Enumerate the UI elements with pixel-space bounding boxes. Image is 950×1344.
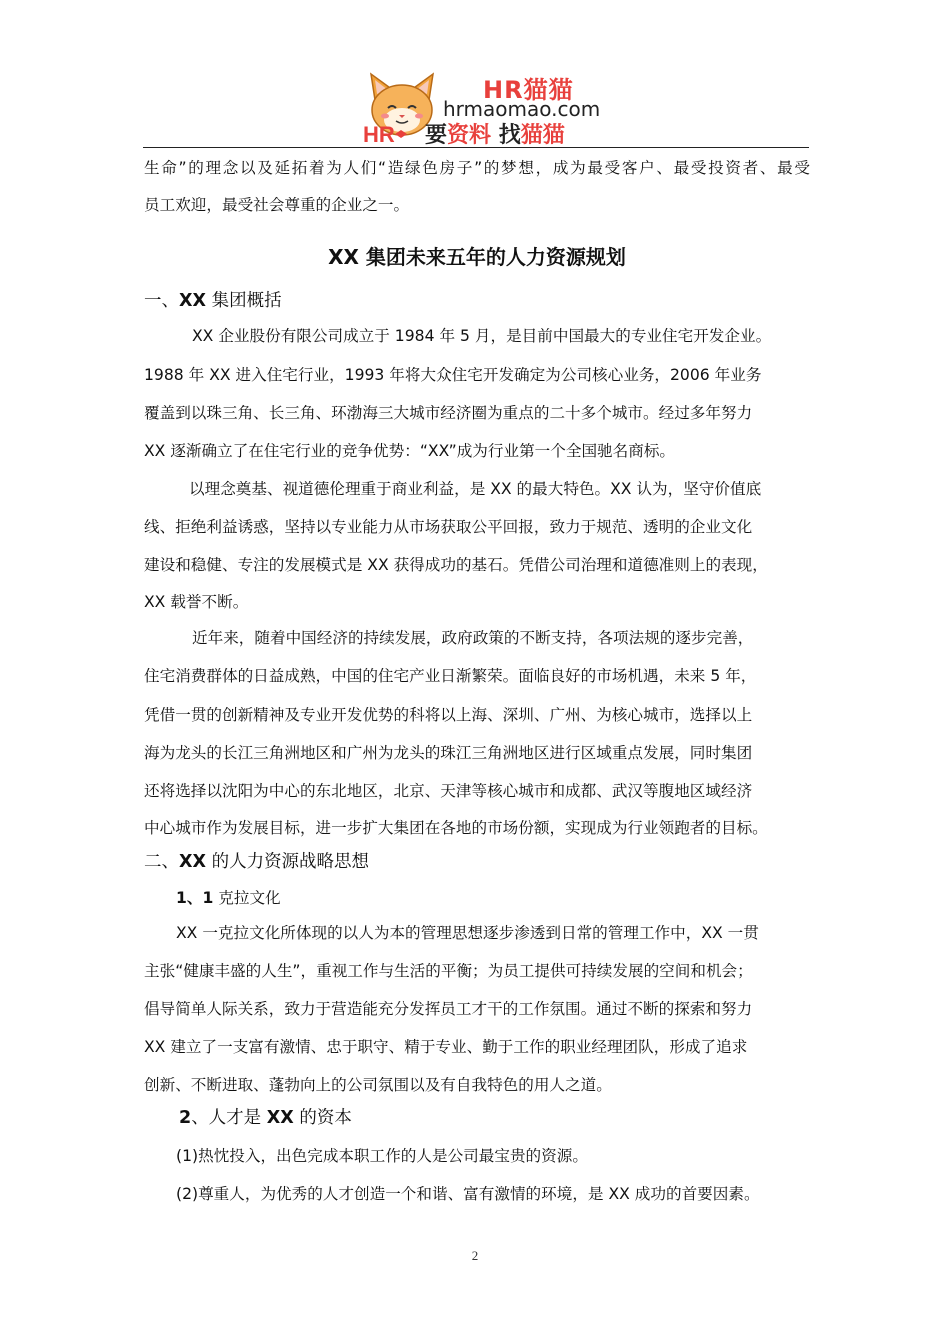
header-divider [143, 147, 809, 148]
text-line: 住宅消费群体的日益成熟，中国的住宅产业日渐繁荣。面临良好的市场机遇，未来 5 年， [144, 667, 757, 685]
site-url: hrmaomao.com [443, 97, 601, 121]
page-header [143, 66, 809, 148]
text-line: 员工欢迎，最受社会尊重的企业之一。 [144, 196, 410, 214]
slogan: 要资料 找猫猫 [425, 123, 565, 148]
page-number: 2 [471, 1248, 479, 1263]
text-line: 生命”的理念以及延拓着为人们“造绿色房子”的梦想，成为最受客户、最受投资者、最受 [144, 159, 810, 177]
text-line: 海为龙头的长江三角洲地区和广州为龙头的珠江三角洲地区进行区域重点发展，同时集团 [144, 744, 753, 762]
text-line: 1988 年 XX 进入住宅行业，1993 年将大众住宅开发确定为公司核心业务，2006 年业务 [144, 366, 762, 384]
text-line: 创新、不断进取、蓬勃向上的公司氛围以及有自我特色的用人之道。 [144, 1076, 612, 1094]
subsection-heading-2: 2、人才是 XX 的资本 [179, 1108, 352, 1128]
text-line: (2)尊重人，为优秀的人才创造一个和谐、富有激情的环境，是 XX 成功的首要因素。 [176, 1185, 760, 1203]
text-line: XX 企业股份有限公司成立于 1984 年 5 月，是目前中国最大的专业住宅开发企业。 [192, 327, 772, 345]
svg-text:HR: HR [363, 122, 395, 146]
text-line: (1)热忱投入，出色完成本职工作的人是公司最宝贵的资源。 [176, 1147, 588, 1165]
text-line: XX 一克拉文化所体现的以人为本的管理思想逐步渗透到日常的管理工作中，XX 一贯 [176, 924, 759, 942]
text-line: 覆盖到以珠三角、长三角、环渤海三大城市经济圈为重点的二十多个城市。经过多年努力 [144, 404, 753, 422]
text-line: XX 建立了一支富有激情、忠于职守、精于专业、勤于工作的职业经理团队，形成了追求 [144, 1038, 748, 1056]
text-line: 还将选择以沈阳为中心的东北地区，北京、天津等核心城市和成都、武汉等腹地区域经济 [144, 782, 753, 800]
section-heading-1: 一、XX 集团概括 [144, 291, 282, 311]
section-heading-2: 二、XX 的人力资源战略思想 [144, 852, 370, 872]
brand-name: HR猫猫 [483, 76, 574, 104]
text-line: 中心城市作为发展目标，进一步扩大集团在各地的市场份额，实现成为行业领跑者的目标。 [144, 819, 768, 837]
document-title: XX 集团未来五年的人力资源规划 [328, 245, 626, 269]
text-line: XX 载誉不断。 [144, 593, 249, 611]
text-line: 建设和稳健、专注的发展模式是 XX 获得成功的基石。凭借公司治理和道德准则上的表现， [144, 556, 768, 574]
text-line: 主张“健康丰盛的人生”，重视工作与生活的平衡；为员工提供可持续发展的空间和机会； [144, 962, 753, 980]
text-line: 近年来，随着中国经济的持续发展，政府政策的不断支持，各项法规的逐步完善， [192, 629, 754, 647]
text-line: 以理念奠基、视道德伦理重于商业利益，是 XX 的最大特色。XX 认为，坚守价值底 [189, 480, 762, 498]
text-line: 倡导简单人际关系，致力于营造能充分发挥员工才干的工作氛围。通过不断的探索和努力 [144, 1000, 753, 1018]
text-line: XX 逐渐确立了在住宅行业的竞争优势：“XX”成为行业第一个全国驰名商标。 [144, 442, 676, 460]
text-line: 线、拒绝利益诱惑，坚持以专业能力从市场获取公平回报，致力于规范、透明的企业文化 [144, 518, 753, 536]
text-line: 凭借一贯的创新精神及专业开发优势的科将以上海、深圳、广州、为核心城市，选择以上 [144, 706, 753, 724]
subsection-heading-1: 1、1 克拉文化 [176, 889, 281, 907]
